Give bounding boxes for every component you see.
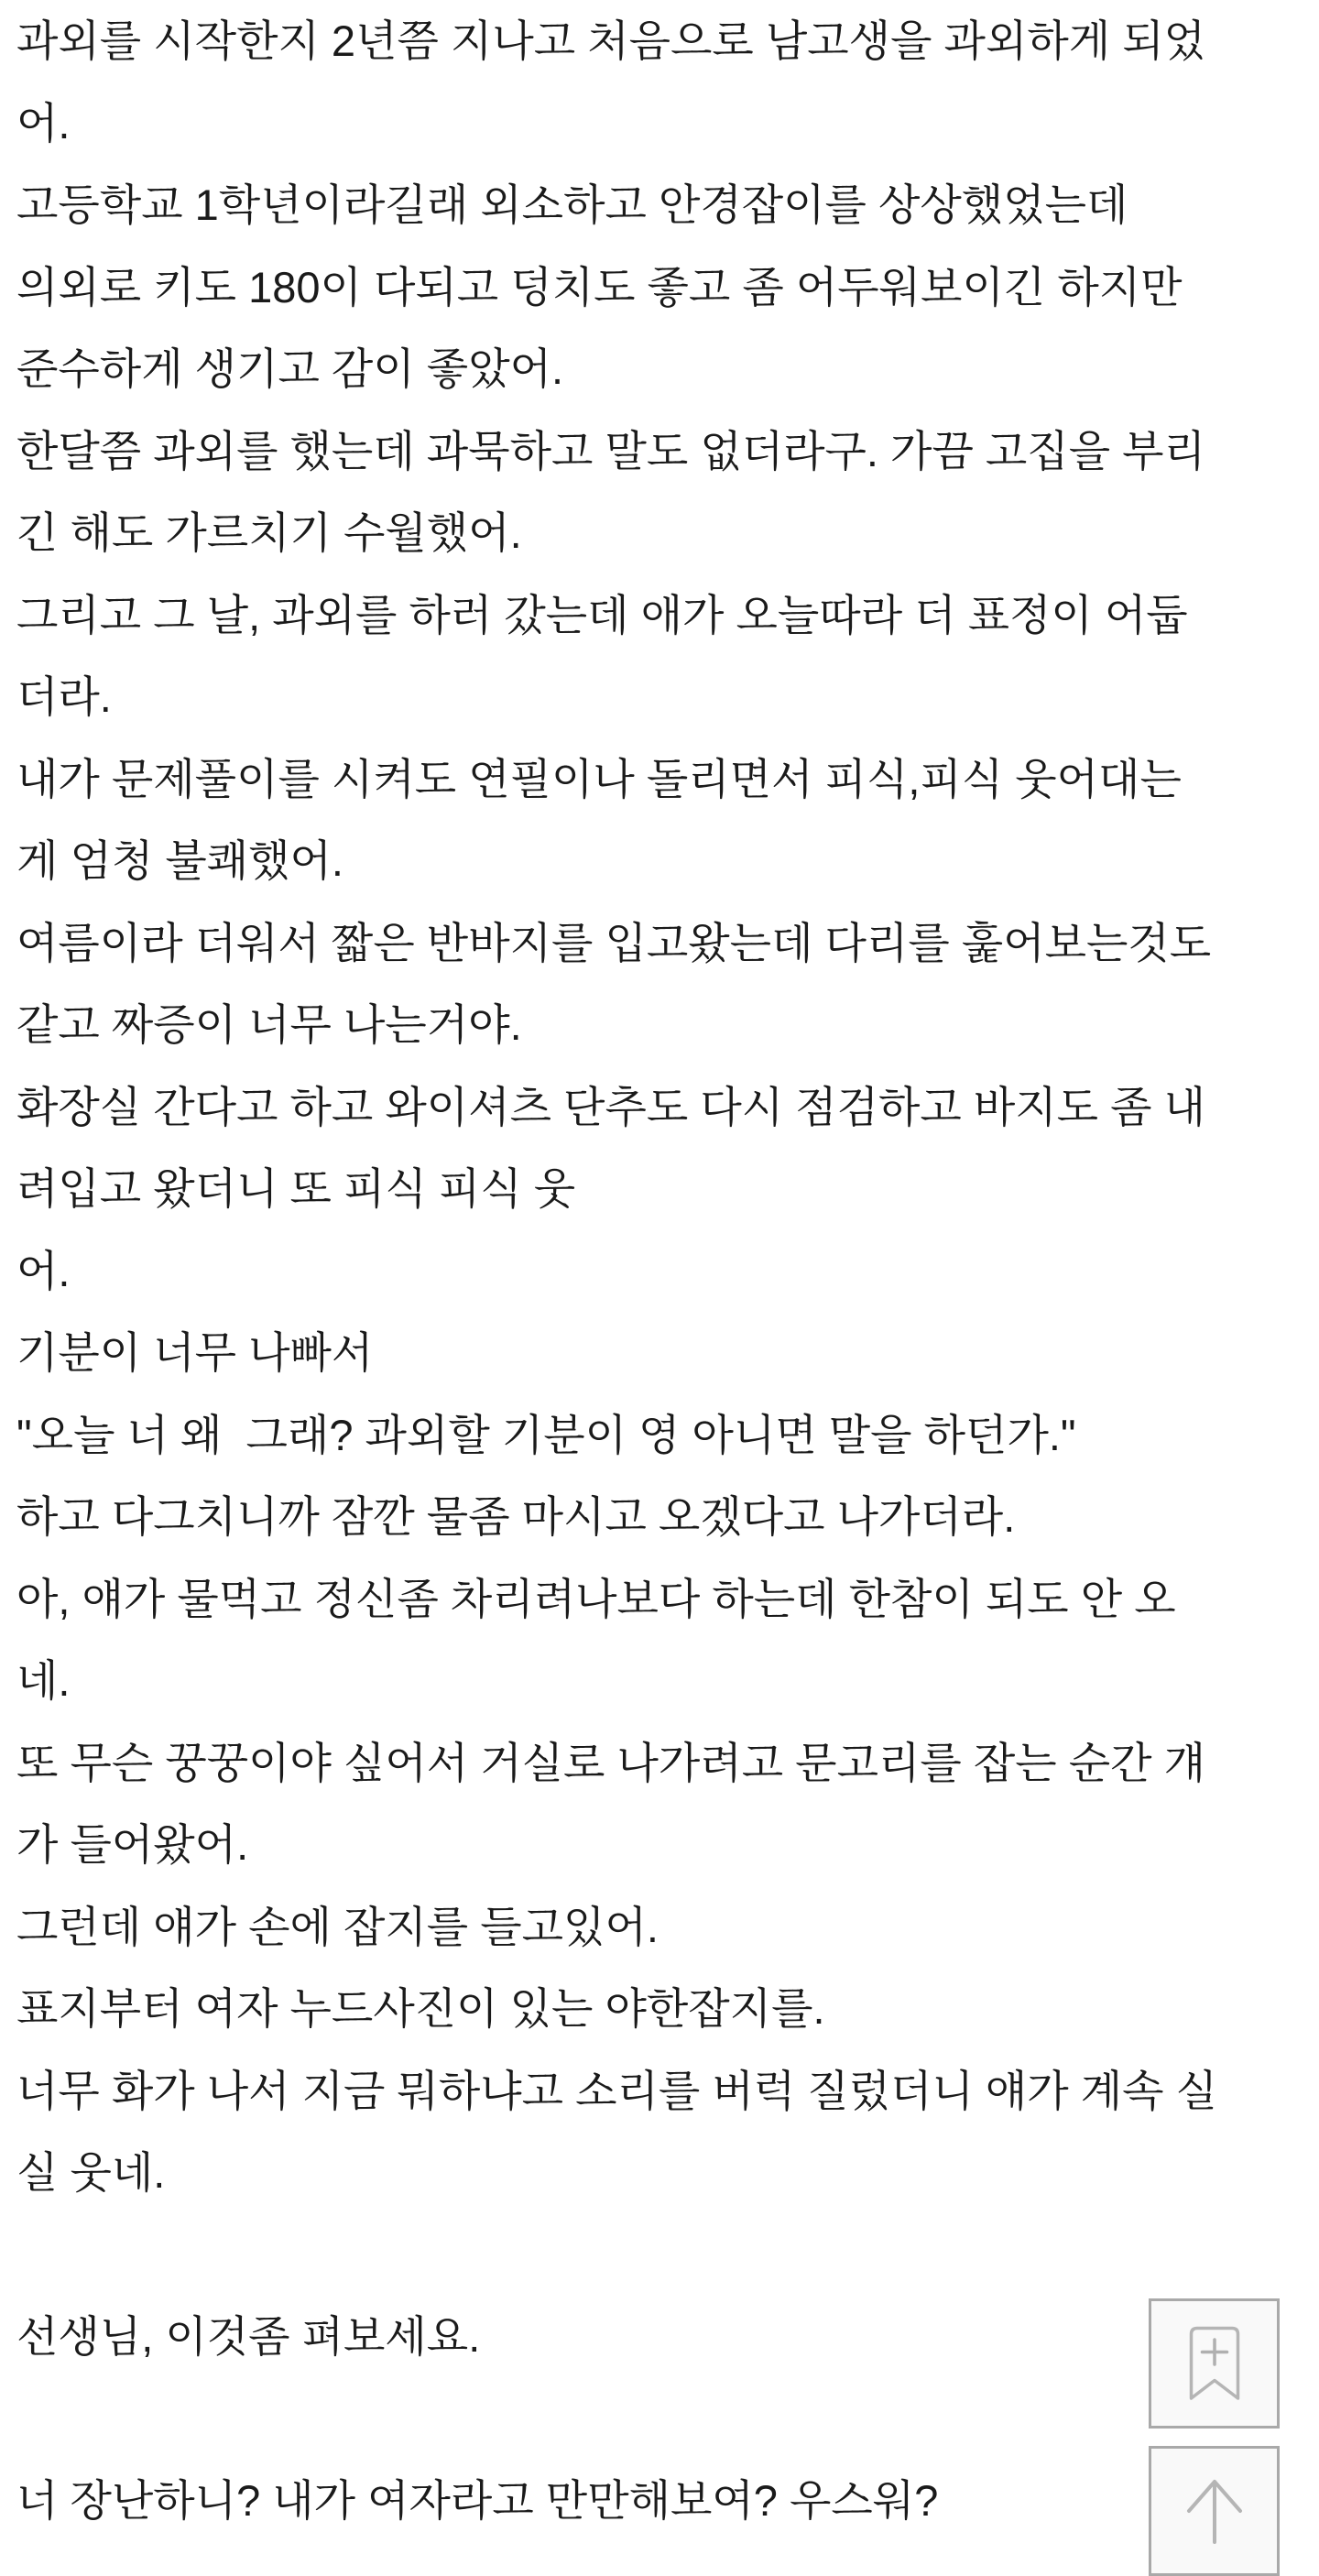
story-line: 같고 짜증이 너무 나는거야. — [16, 1000, 522, 1049]
story-line: "오늘 너 왜 그래? 과외할 기분이 영 아니면 말을 하던가." — [16, 1410, 1076, 1459]
story-line: 네. — [16, 1656, 71, 1705]
story-line: 아, 얘가 물먹고 정신좀 차리려나보다 하는데 한참이 되도 안 오 — [16, 1574, 1176, 1623]
story-line: 가 들어왔어. — [16, 1820, 249, 1869]
story-line-blank — [16, 2214, 1301, 2297]
story-line: 과외를 시작한지 2년쯤 지나고 처음으로 남고생을 과외하게 되었 — [16, 16, 1205, 65]
story-line: 고등학교 1학년이라길래 외소하고 안경잡이를 상상했었는데 — [16, 180, 1128, 229]
story-line: 한달쯤 과외를 했는데 과묵하고 말도 없더라구. 가끔 고집을 부리 — [16, 426, 1205, 475]
floating-button-column — [1149, 2298, 1280, 2576]
story-line: 기분이 너무 나빠서 — [16, 1328, 374, 1377]
story-line: 어. — [16, 98, 71, 147]
story-line: 너무 화가 나서 지금 뭐하냐고 소리를 버럭 질렀더니 얘가 계속 실 — [16, 2066, 1218, 2115]
story-line: 게 엄청 불쾌했어. — [16, 836, 343, 885]
story-line: 그런데 얘가 손에 잡지를 들고있어. — [16, 1902, 659, 1951]
story-line-blank — [16, 2378, 1301, 2461]
story-body — [16, 0, 1301, 2542]
story-line: 하고 다그치니까 잠깐 물좀 마시고 오겠다고 나가더라. — [16, 1492, 1016, 1541]
story-line: 그리고 그 날, 과외를 하러 갔는데 애가 오늘따라 더 표정이 어둡 — [16, 590, 1188, 639]
story-line: 표지부터 여자 누드사진이 있는 야한잡지를. — [16, 1984, 825, 2033]
story-line: 준수하게 생기고 감이 좋았어. — [16, 344, 564, 393]
story-line: 실 웃네. — [16, 2148, 166, 2197]
arrow-up-icon — [1184, 2477, 1245, 2545]
story-line: 여름이라 더워서 짧은 반바지를 입고왔는데 다리를 훑어보는것도 — [16, 918, 1212, 967]
bookmark-add-button[interactable] — [1149, 2298, 1280, 2429]
story-line: 긴 해도 가르치기 수월했어. — [16, 508, 522, 557]
story-line: 화장실 간다고 하고 와이셔츠 단추도 다시 점검하고 바지도 좀 내 — [16, 1082, 1205, 1131]
story-line: 더라. — [16, 672, 112, 721]
story-line: 너 장난하니? 내가 여자라고 만만해보여? 우스워? — [16, 2476, 939, 2525]
story-line: 또 무슨 꿍꿍이야 싶어서 거실로 나가려고 문고리를 잡는 순간 걔 — [16, 1738, 1205, 1787]
story-line: 선생님, 이것좀 펴보세요. — [16, 2312, 481, 2361]
story-line: 내가 문제풀이를 시켜도 연필이나 돌리면서 피식,피식 웃어대는 — [16, 754, 1182, 803]
story-line: 어. — [16, 1246, 71, 1295]
story-line: 려입고 왔더니 또 피식 피식 웃 — [16, 1164, 576, 1213]
bookmark-plus-icon — [1189, 2326, 1240, 2401]
story-line: 의외로 키도 180이 다되고 덩치도 좋고 좀 어두워보이긴 하지만 — [16, 262, 1183, 311]
